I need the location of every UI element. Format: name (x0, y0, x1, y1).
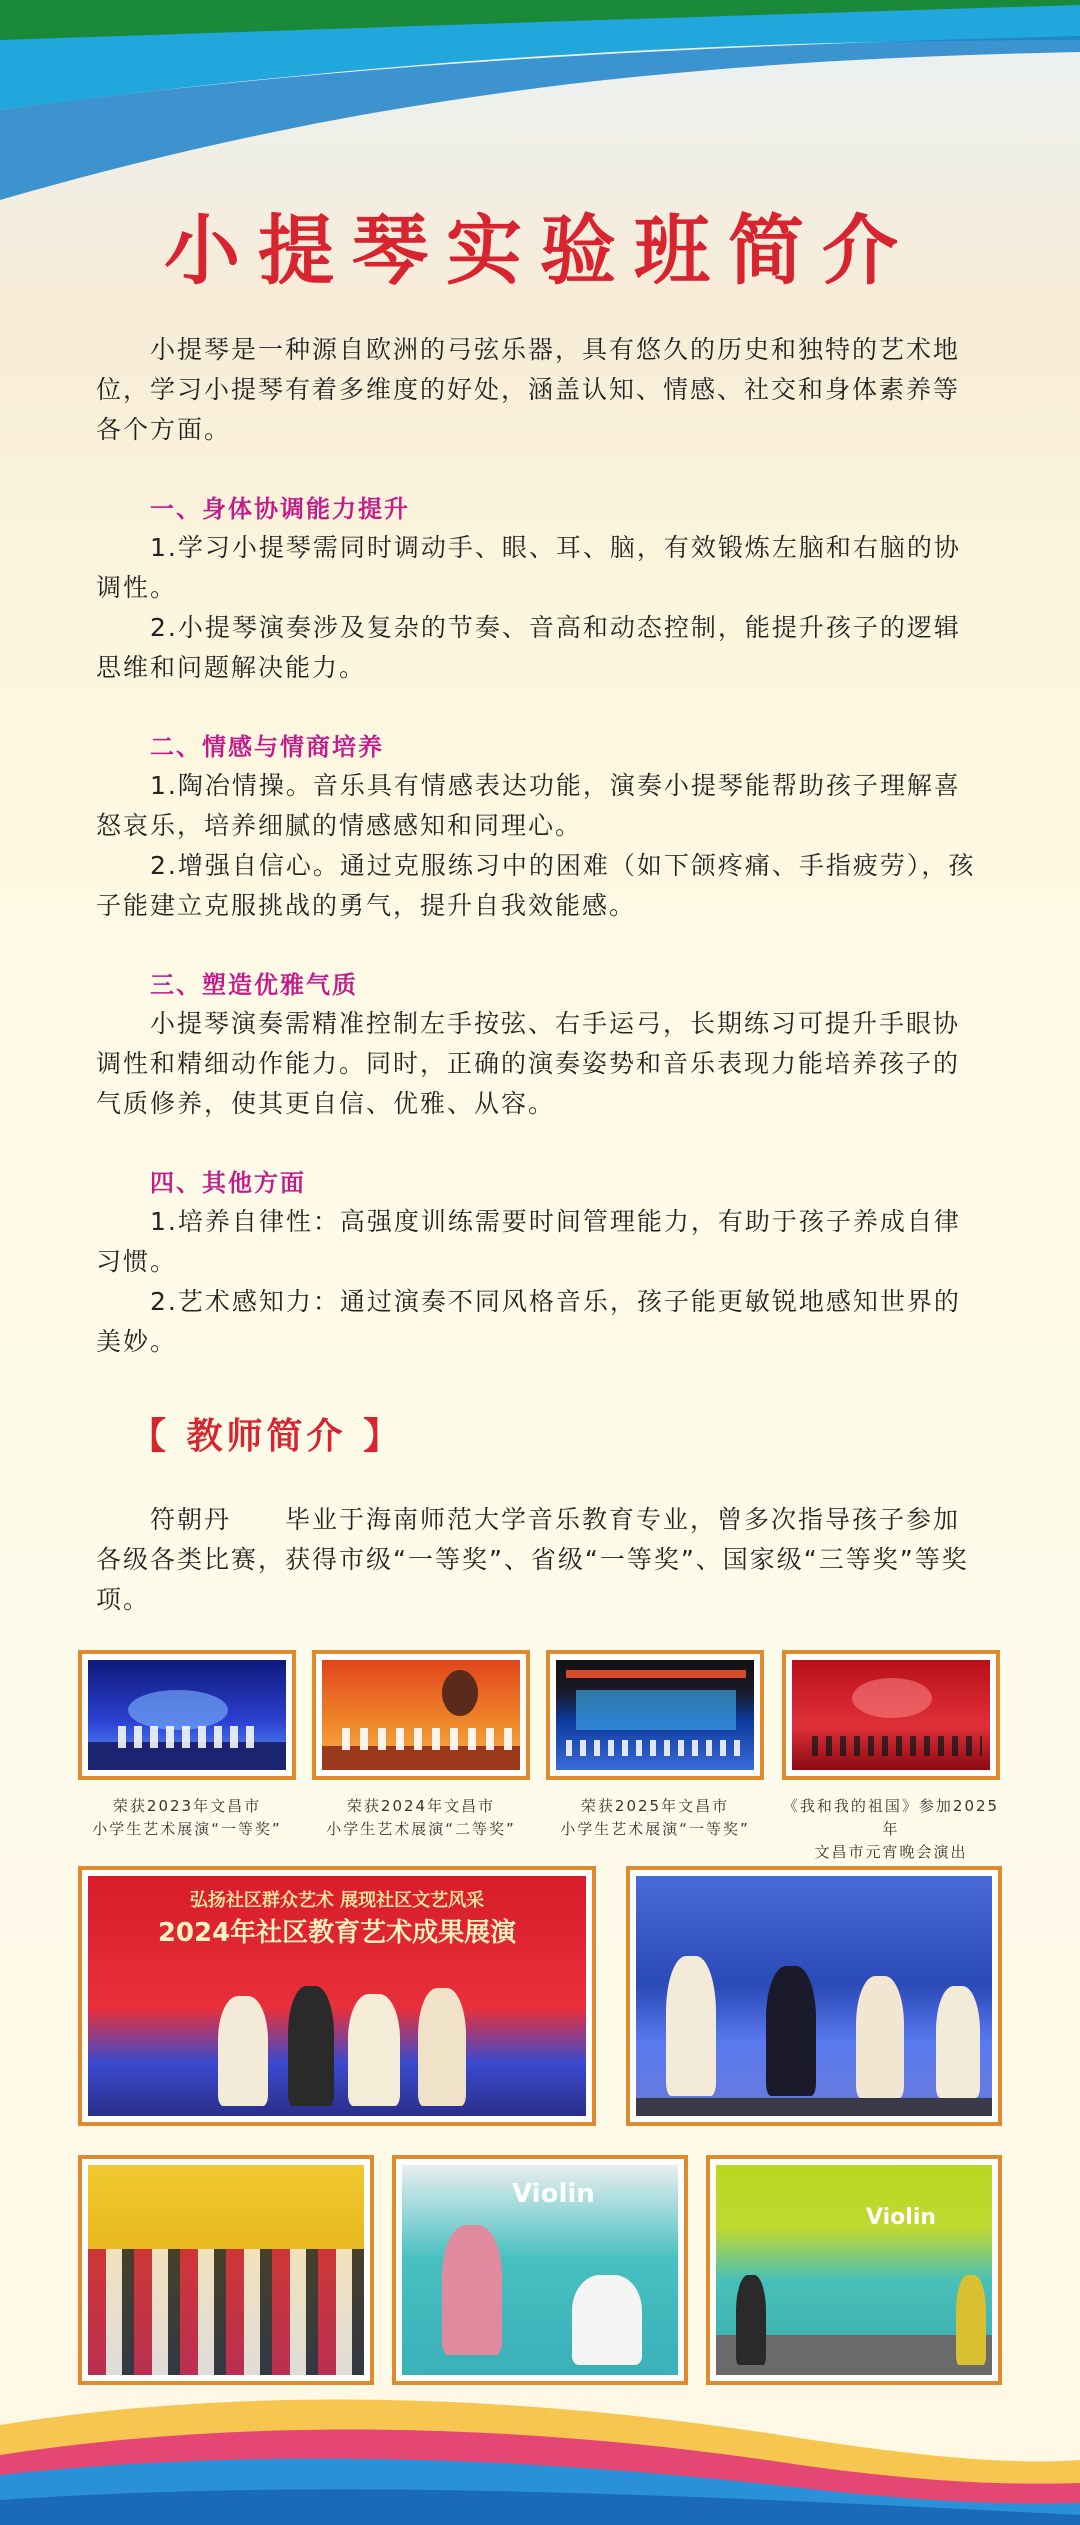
classroom-lesson-photo (392, 2155, 688, 2385)
banner-line-1: 弘扬社区群众艺术 展现社区文艺风采 (189, 1890, 485, 1911)
caption-line: 小学生艺术展演“一等奖” (92, 1820, 282, 1838)
section-heading: 二、情感与情商培养 (150, 733, 384, 761)
caption-line: 荣获2025年文昌市 (580, 1797, 730, 1815)
caption-line: 荣获2024年文昌市 (346, 1797, 496, 1815)
award-photo-2023 (78, 1650, 296, 1780)
bottom-wave-decoration (0, 2365, 1080, 2525)
room-sign-text: Violin (512, 2179, 595, 2209)
top-wave-decoration (0, 0, 1080, 220)
performance-photo-gala (782, 1650, 1000, 1780)
stage-performance-photo (626, 1866, 1002, 2126)
teacher-bio-text: 符朝丹 毕业于海南师范大学音乐教育专业，曾多次指导孩子参加各级各类比赛，获得市级“一等奖”、省级“一等奖”、国家级“三等奖”等奖项。 (96, 1505, 969, 1614)
section-paragraph: 小提琴演奏需精准控制左手按弦、右手运弓，长期练习可提升手眼协调性和精细动作能力。同时，正确的演奏姿势和音乐表现力能培养孩子的气质修养，使其更自信、优雅、从容。 (96, 1009, 961, 1118)
section-heading: 一、身体协调能力提升 (150, 495, 410, 523)
teacher-section-title: 【 教师简介 】 (130, 1416, 404, 1457)
practice-room-photo (706, 2155, 1002, 2385)
photo-caption (782, 1795, 1000, 1864)
teacher-bio (96, 1500, 986, 1620)
banner-line-2: 2024年社区教育艺术成果展演 (157, 1918, 517, 1948)
photo-caption (78, 1795, 296, 1841)
section-paragraph: 2.小提琴演奏涉及复杂的节奏、音高和动态控制，能提升孩子的逻辑思维和问题解决能力。 (96, 613, 961, 682)
page-title: 小提琴实验班简介 (164, 206, 916, 295)
section-paragraph: 2.增强自信心。通过克服练习中的困难（如下颌疼痛、手指疲劳），孩子能建立克服挑战的勇气，提升自我效能感。 (96, 851, 976, 920)
photo-caption (312, 1795, 530, 1841)
section-paragraph: 1.陶冶情操。音乐具有情感表达功能，演奏小提琴能帮助孩子理解喜怒哀乐，培养细腻的情感感知和同理心。 (96, 771, 961, 840)
award-photo-2025 (546, 1650, 764, 1780)
award-photo-2024 (312, 1650, 530, 1780)
section-paragraph: 1.培养自律性：高强度训练需要时间管理能力，有助于孩子养成自律习惯。 (96, 1207, 961, 1276)
intro-content (96, 330, 986, 1362)
community-showcase-photo (78, 1866, 596, 2126)
room-sign-text: Violin (866, 2205, 937, 2230)
caption-line: 文昌市元宵晚会演出 (814, 1843, 968, 1861)
caption-line: 小学生艺术展演“一等奖” (560, 1820, 750, 1838)
caption-line: 荣获2023年文昌市 (112, 1797, 262, 1815)
section-paragraph: 2.艺术感知力：通过演奏不同风格音乐，孩子能更敏锐地感知世界的美妙。 (96, 1287, 961, 1356)
group-photo (78, 2155, 374, 2385)
section-heading: 三、塑造优雅气质 (150, 971, 358, 999)
caption-line: 小学生艺术展演“二等奖” (326, 1820, 516, 1838)
section-heading: 四、其他方面 (150, 1169, 306, 1197)
photo-caption (546, 1795, 764, 1841)
section-paragraph: 1.学习小提琴需同时调动手、眼、耳、脑，有效锻炼左脑和右脑的协调性。 (96, 533, 961, 602)
intro-paragraph: 小提琴是一种源自欧洲的弓弦乐器，具有悠久的历史和独特的艺术地位，学习小提琴有着多维度的好处，涵盖认知、情感、社交和身体素养等各个方面。 (96, 335, 961, 444)
caption-line: 《我和我的祖国》参加2025年 (782, 1797, 1000, 1838)
